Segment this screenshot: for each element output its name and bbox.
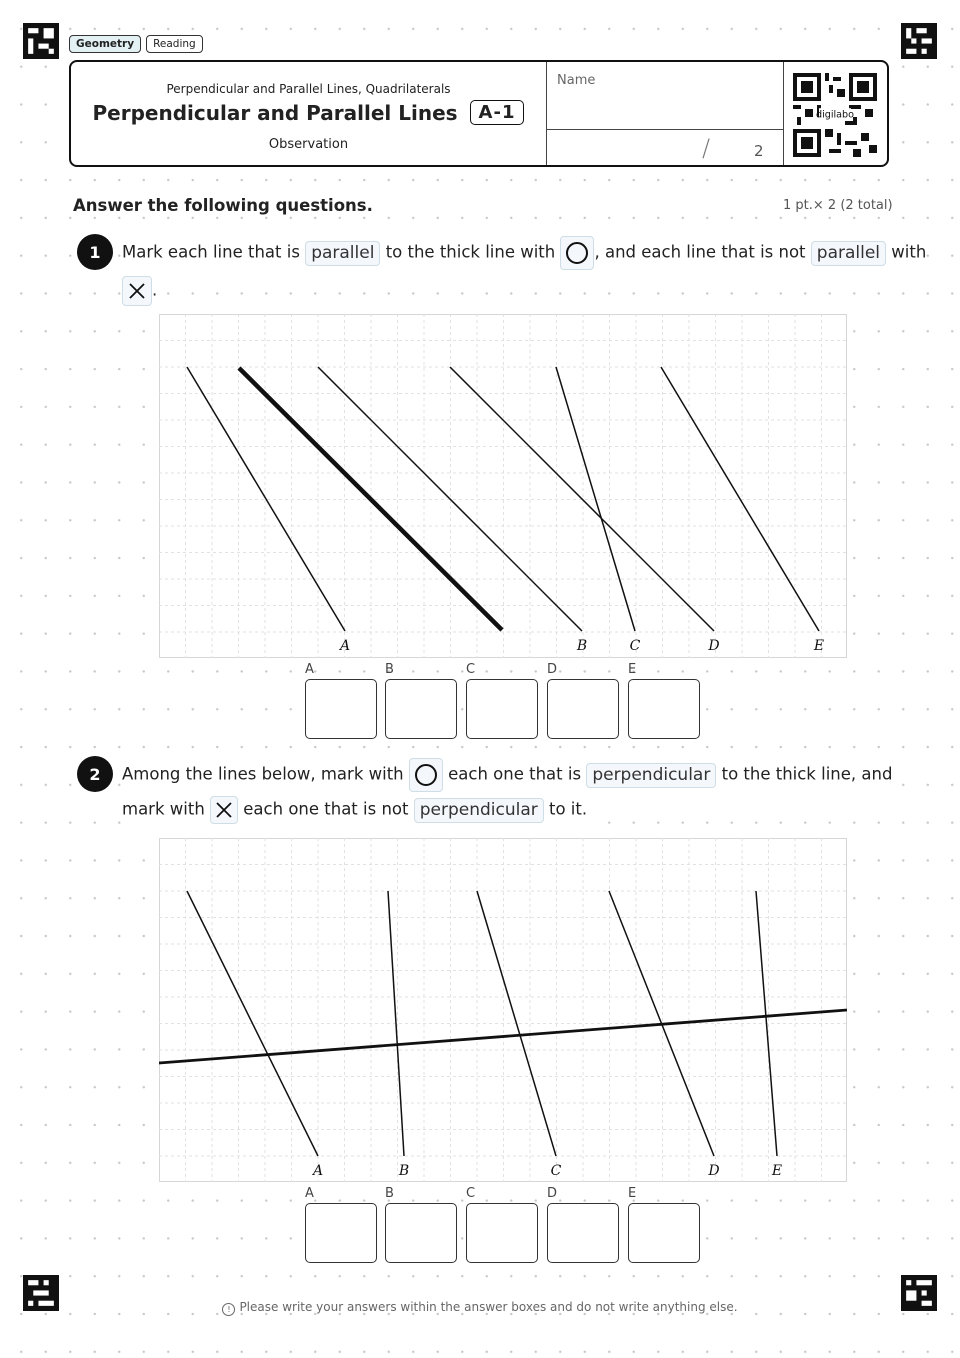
q1-line-label-a: A — [339, 638, 351, 654]
header-title-area — [71, 62, 546, 165]
q2-line-label-d: D — [708, 1163, 720, 1179]
q2-text: each one that is — [448, 764, 582, 784]
question-1-text-line1 — [122, 236, 926, 270]
q2-figure-border — [160, 839, 847, 1182]
question-1-text-line2 — [122, 276, 157, 306]
q2-box-label-d: D — [547, 1186, 558, 1201]
q1-text: , and each line that is not — [594, 242, 806, 262]
q1-text: to the thick line with — [385, 242, 556, 262]
q1-answer-box-d[interactable] — [547, 679, 619, 739]
score-slash: / — [702, 134, 711, 162]
q2-answer-box-a[interactable] — [305, 1203, 377, 1263]
score-total: 2 — [754, 142, 764, 160]
question-1-number: 1 — [77, 234, 113, 270]
question-2-number: 2 — [77, 756, 113, 792]
name-score-area — [546, 62, 784, 165]
instructions: Answer the following questions. — [73, 196, 373, 215]
q1-answer-box-b[interactable] — [385, 679, 457, 739]
q2-keyword-perpendicular: perpendicular — [586, 763, 716, 788]
q1-text: Mark each line that is — [122, 242, 300, 262]
q2-text: Among the lines below, mark with — [122, 764, 404, 784]
name-divider — [547, 129, 783, 130]
q1-line-label-c: C — [629, 638, 641, 654]
question-2-text-line1 — [122, 758, 892, 792]
q1-box-label-b: B — [385, 662, 394, 677]
q1-line-label-e: E — [813, 638, 825, 654]
circle-mark-icon — [560, 236, 594, 270]
q1-keyword-parallel-2: parallel — [811, 241, 886, 266]
q2-box-label-e: E — [628, 1186, 637, 1201]
qr-logo-text: digilabo — [815, 109, 855, 121]
q1-box-label-d: D — [547, 662, 558, 677]
q2-line-label-b: B — [398, 1163, 410, 1179]
worksheet-code: A-1 — [470, 100, 525, 125]
cross-mark-icon — [122, 276, 152, 306]
name-label: Name — [557, 73, 596, 88]
q1-text: with — [891, 242, 927, 262]
q1-line-label-d: D — [708, 638, 720, 654]
circle-mark-icon — [409, 758, 443, 792]
q1-box-label-e: E — [628, 662, 637, 677]
q1-box-label-c: C — [466, 662, 476, 677]
q2-answer-box-b[interactable] — [385, 1203, 457, 1263]
q2-text: mark with — [122, 799, 205, 819]
qr-code-icon — [793, 73, 877, 157]
q1-answer-box-a[interactable] — [305, 679, 377, 739]
q1-figure-border — [160, 315, 847, 658]
q1-box-label-a: A — [305, 662, 314, 677]
tag-geometry: Geometry — [69, 35, 141, 53]
footer-text: Please write your answers within the answer boxes and do not write anything else. — [239, 1300, 738, 1314]
q2-answer-box-d[interactable] — [547, 1203, 619, 1263]
q1-text: . — [152, 280, 158, 300]
corner-marker-top-right — [901, 23, 937, 59]
question-2-text-line2 — [122, 796, 587, 824]
q2-line-label-c: C — [550, 1163, 562, 1179]
q2-answer-box-e[interactable] — [628, 1203, 700, 1263]
q2-answer-box-c[interactable] — [466, 1203, 538, 1263]
corner-marker-top-left — [23, 23, 59, 59]
subject-tags — [69, 35, 203, 53]
header-subtitle: Perpendicular and Parallel Lines, Quadrilaterals — [166, 82, 451, 96]
q1-answer-box-c[interactable] — [466, 679, 538, 739]
q2-text: to the thick line, and — [721, 764, 893, 784]
q2-text: each one that is not — [243, 799, 409, 819]
q1-keyword-parallel: parallel — [305, 241, 380, 266]
tag-reading: Reading — [146, 35, 203, 53]
page-title: Perpendicular and Parallel Lines — [92, 100, 458, 125]
q2-box-label-a: A — [305, 1186, 314, 1201]
q2-figure — [159, 838, 847, 1182]
footer-note — [0, 1300, 960, 1316]
q2-keyword-perpendicular-2: perpendicular — [414, 798, 544, 823]
q2-box-label-b: B — [385, 1186, 394, 1201]
q2-line-label-e: E — [771, 1163, 783, 1179]
info-icon: ! — [222, 1303, 235, 1316]
worksheet-header — [69, 60, 889, 167]
q1-figure — [159, 314, 847, 658]
q2-line-label-a: A — [312, 1163, 324, 1179]
q1-line-label-b: B — [576, 638, 588, 654]
points-info: 1 pt.× 2 (2 total) — [783, 198, 893, 213]
header-type: Observation — [268, 137, 349, 152]
q2-box-label-c: C — [466, 1186, 476, 1201]
cross-mark-icon — [210, 796, 238, 824]
q1-answer-box-e[interactable] — [628, 679, 700, 739]
q2-text: to it. — [549, 799, 588, 819]
